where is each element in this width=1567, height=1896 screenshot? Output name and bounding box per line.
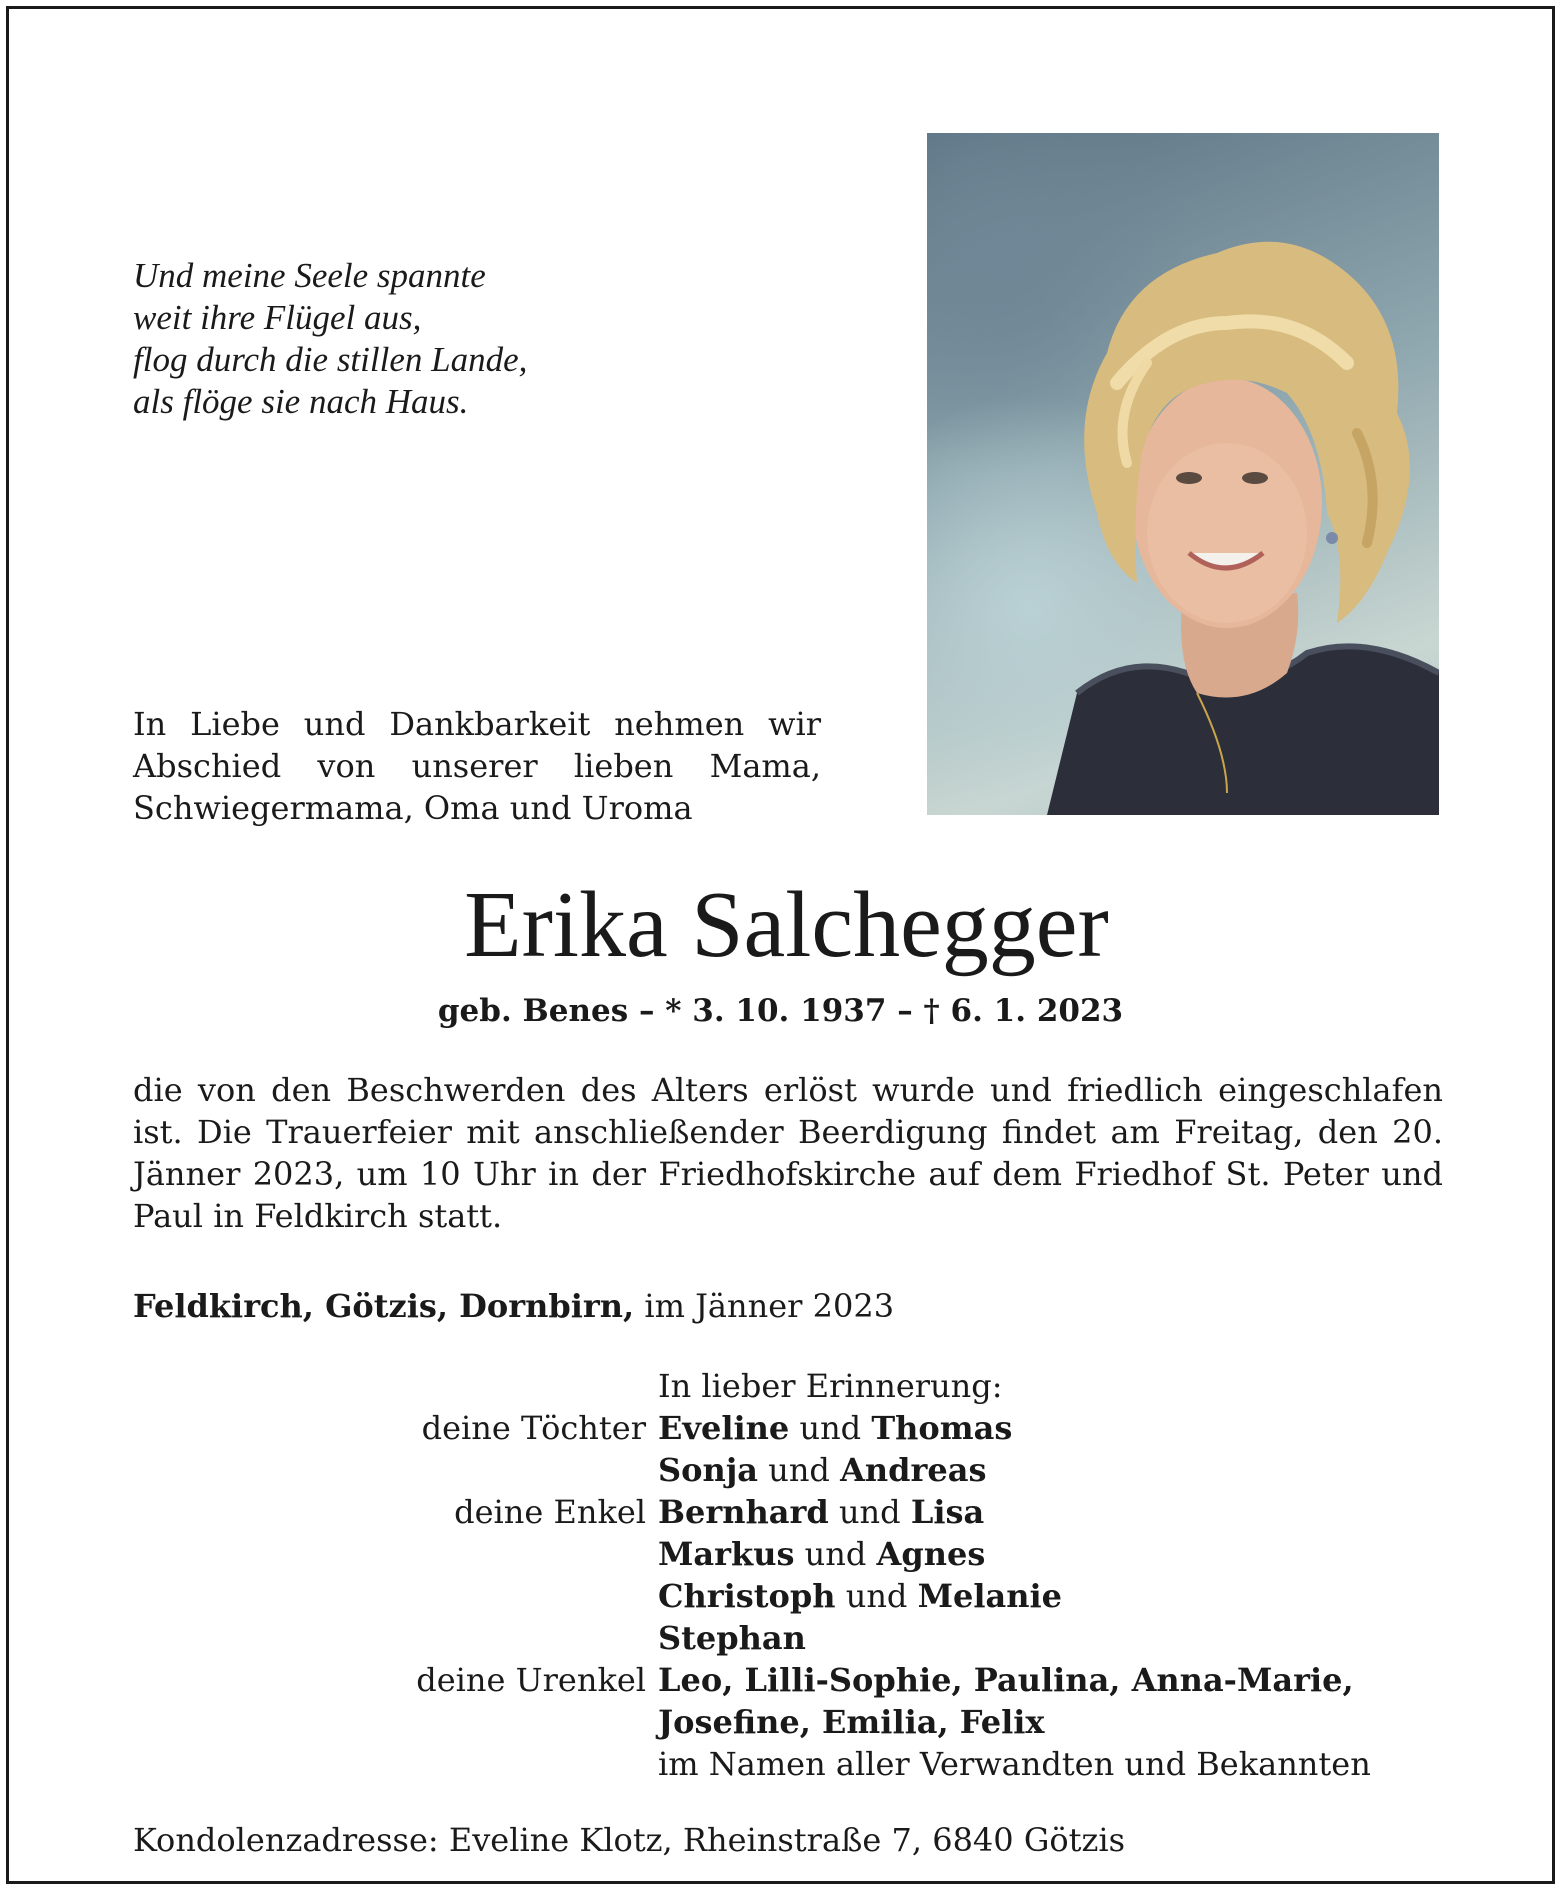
mourner-name: Bernhard [658, 1493, 829, 1531]
poem-line: weit ihre Flügel aus, [133, 298, 422, 337]
and-word: und [768, 1451, 830, 1489]
list-item [133, 1743, 1443, 1785]
list-item [133, 1407, 1443, 1449]
condolence-address: Kondolenzadresse: Eveline Klotz, Rheinstraße 7, 6840 Götzis [133, 1821, 1126, 1859]
mourner-names: Josefine, Emilia, Felix [658, 1703, 1045, 1741]
intro-text: In Liebe und Dankbarkeit nehmen wir Abschied von unserer lieben Mama, Schwiegermama, Oma und Uroma [133, 705, 821, 827]
poem [133, 255, 833, 423]
list-item [133, 1575, 1443, 1617]
list-item [133, 1659, 1443, 1701]
relation-label: deine Enkel [454, 1493, 646, 1531]
mourner-name: Melanie [917, 1577, 1063, 1615]
memory-heading: In lieber Erinnerung: [658, 1367, 1003, 1405]
list-item [133, 1533, 1443, 1575]
list-item [133, 1617, 1443, 1659]
portrait-photo [927, 133, 1439, 815]
mourners-list [133, 1365, 1443, 1785]
mourner-name: Agnes [876, 1535, 986, 1573]
mourner-name: Sonja [658, 1451, 759, 1489]
relation-label: deine Urenkel [416, 1661, 646, 1699]
mourner-name: Markus [658, 1535, 795, 1573]
mourner-name: Christoph [658, 1577, 836, 1615]
and-word: und [845, 1577, 908, 1615]
list-item [133, 1449, 1443, 1491]
poem-line: als flöge sie nach Haus. [133, 382, 469, 421]
mourner-name: Lisa [910, 1493, 985, 1531]
and-word: und [838, 1493, 901, 1531]
poem-line: Und meine Seele spannte [133, 256, 486, 295]
mourner-names: Leo, Lilli-Sophie, Paulina, Anna-Marie, [658, 1661, 1354, 1699]
place-date: im Jänner 2023 [634, 1287, 895, 1325]
relatives-line: im Namen aller Verwandten und Bekannten [658, 1745, 1371, 1783]
obituary-card [6, 6, 1555, 1884]
mourner-name: Stephan [658, 1619, 806, 1657]
towns: Feldkirch, Götzis, Dornbirn, [133, 1287, 635, 1325]
mourner-name: Eveline [658, 1409, 790, 1447]
poem-line: flog durch die stillen Lande, [133, 340, 528, 379]
list-item [133, 1701, 1443, 1743]
list-item [133, 1365, 1443, 1407]
list-item [133, 1491, 1443, 1533]
announcement-text: die von den Beschwerden des Alters erlöst wurde und friedlich eingeschlafen ist. Die Trauerfeier mit anschließender Beerdigung findet am Freitag, den 20. Jänner 2023, um 10 Uhr in der Friedhofskirche auf dem Friedhof St. Peter und Paul in Feldkirch statt. [133, 1071, 1443, 1235]
deceased-name: Erika Salchegger [464, 873, 1109, 977]
and-word: und [799, 1409, 862, 1447]
place-date-line [133, 1285, 894, 1327]
relation-label: deine Töchter [421, 1409, 646, 1447]
and-word: und [804, 1535, 867, 1573]
mourner-name: Thomas [871, 1409, 1013, 1447]
birth-death-dates: geb. Benes – * 3. 10. 1937 – † 6. 1. 2023 [437, 993, 1124, 1029]
mourner-name: Andreas [840, 1451, 987, 1489]
